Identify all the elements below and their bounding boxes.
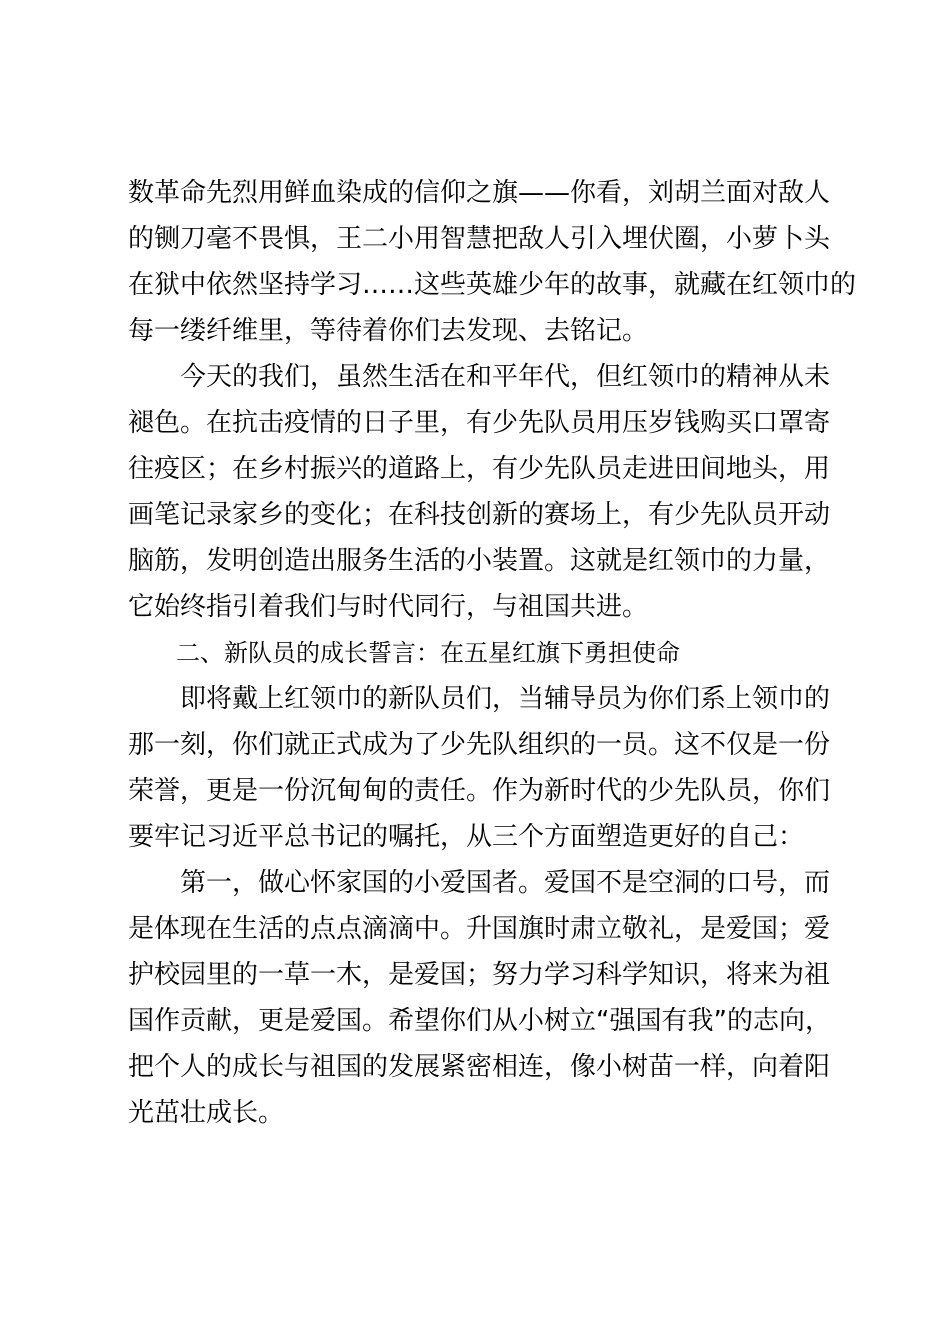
text-line: 脑筋，发明创造出服务生活的小装置。这就是红领巾的力量， xyxy=(128,546,831,576)
text-line: 褪色。在抗击疫情的日子里，有少先队员用压岁钱购买口罩寄 xyxy=(128,408,831,438)
text-line: 往疫区；在乡村振兴的道路上，有少先队员走进田间地头，用 xyxy=(128,454,831,484)
text-line: 是体现在生活的点点滴滴中。升国旗时肃立敬礼，是爱国；爱 xyxy=(128,914,831,944)
paragraph-start-line: 第一，做心怀家国的小爱国者。爱国不是空洞的口号，而 xyxy=(128,868,831,898)
text-line: 在狱中依然坚持学习……这些英雄少年的故事，就藏在红领巾的 xyxy=(128,270,857,300)
section-heading: 二、新队员的成长誓言：在五星红旗下勇担使命 xyxy=(128,639,680,667)
text-line: 要牢记习近平总书记的嘱托，从三个方面塑造更好的自己： xyxy=(128,822,805,852)
text-line: 它始终指引着我们与时代同行，与祖国共进。 xyxy=(128,592,649,622)
text-line: 那一刻，你们就正式成为了少先队组织的一员。这不仅是一份 xyxy=(128,730,831,760)
body-text xyxy=(128,170,857,1136)
text-line: 画笔记录家乡的变化；在科技创新的赛场上，有少先队员开动 xyxy=(128,500,831,530)
text-line: 光茁壮成长。 xyxy=(128,1098,285,1128)
text-line: 每一缕纤维里，等待着你们去发现、去铭记。 xyxy=(128,316,649,346)
paragraph-start-line: 今天的我们，虽然生活在和平年代，但红领巾的精神从未 xyxy=(128,362,831,392)
text-line: 把个人的成长与祖国的发展紧密相连，像小树苗一样，向着阳 xyxy=(128,1052,831,1082)
text-line: 的铡刀毫不畏惧，王二小用智慧把敌人引入埋伏圈，小萝卜头 xyxy=(128,224,831,254)
text-line: 护校园里的一草一木，是爱国；努力学习科学知识，将来为祖 xyxy=(128,960,831,990)
paragraph-start-line: 即将戴上红领巾的新队员们，当辅导员为你们系上领巾的 xyxy=(128,684,831,714)
text-line: 国作贡献，更是爱国。希望你们从小树立“强国有我”的志向， xyxy=(128,1006,831,1036)
text-line: 数革命先烈用鲜血染成的信仰之旗——你看，刘胡兰面对敌人 xyxy=(128,178,831,208)
text-line: 荣誉，更是一份沉甸甸的责任。作为新时代的少先队员，你们 xyxy=(128,776,831,806)
